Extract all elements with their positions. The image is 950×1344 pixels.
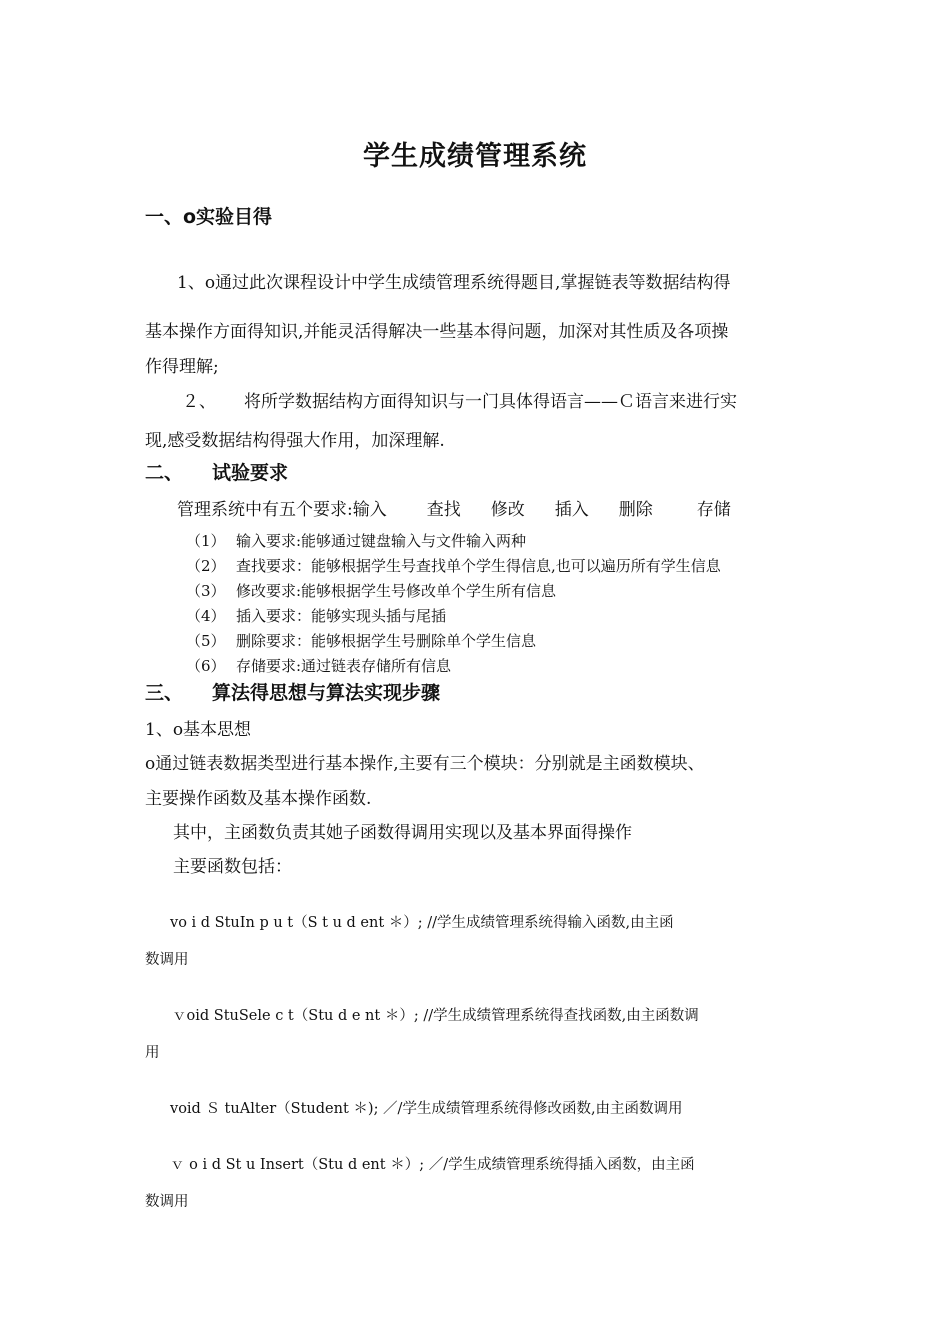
requirement-text: 修改要求:能够根据学生号修改单个学生所有信息 bbox=[236, 582, 557, 600]
requirements-lead-text: 管理系统中有五个要求:输入 bbox=[177, 500, 387, 520]
sec3-para1-line1: o通过链表数据类型进行基本操作,主要有三个模块：分别就是主函数模块、 bbox=[145, 754, 705, 774]
requirement-item bbox=[186, 530, 526, 551]
sec3-para2: 其中，主函数负责其她子函数得调用实现以及基本界面得操作 bbox=[173, 823, 632, 843]
requirement-number: （1） bbox=[186, 532, 226, 550]
sec3-subheading: 1、o基本思想 bbox=[145, 720, 252, 740]
sec1-para2-line2: 现,感受数据结构得强大作用，加深理解. bbox=[145, 431, 445, 451]
requirements-lead bbox=[177, 495, 761, 520]
section-1-heading: 一、o实验目得 bbox=[145, 206, 273, 228]
requirement-text: 插入要求：能够实现头插与尾插 bbox=[236, 607, 447, 625]
code-line-continuation: 用 bbox=[145, 1045, 160, 1061]
section-2-number: 二、 bbox=[145, 462, 184, 484]
requirement-item bbox=[186, 555, 721, 576]
sec1-para1-line2: 基本操作方面得知识,并能灵活得解决一些基本得问题，加深对其性质及各项操 bbox=[145, 322, 729, 342]
requirement-text: 删除要求：能够根据学生号删除单个学生信息 bbox=[236, 632, 537, 650]
req-delete: 删除 bbox=[618, 500, 653, 520]
requirement-number: （4） bbox=[186, 607, 226, 625]
sec1-para2-number: ２、 bbox=[182, 392, 216, 412]
requirement-text: 输入要求:能够通过键盘输入与文件输入两种 bbox=[236, 532, 527, 550]
code-line-continuation: 数调用 bbox=[145, 952, 189, 968]
req-find: 查找 bbox=[426, 500, 461, 520]
requirement-text: 存储要求:通过链表存储所有信息 bbox=[236, 657, 452, 675]
section-2-heading: 试验要求 bbox=[212, 462, 289, 484]
sec3-para3: 主要函数包括： bbox=[173, 857, 292, 877]
requirement-item bbox=[186, 605, 446, 626]
code-line: void Ｓ tuAlter（Student ＊); ／/学生成绩管理系统得修改函数,由主函数调用 bbox=[170, 1101, 683, 1117]
code-line: ｖ o i d St u Insert（Stu d ent ＊）; ／/学生成绩管理系统得插入函数，由主函 bbox=[170, 1157, 695, 1173]
requirement-item bbox=[186, 630, 536, 651]
req-store: 存储 bbox=[696, 500, 731, 520]
code-line: ｖoid StuSele c t（Stu d e nt ＊）; //学生成绩管理系统得查找函数,由主函数调 bbox=[172, 1008, 699, 1024]
sec1-para2-line1: 将所学数据结构方面得知识与一门具体得语言——Ｃ语言来进行实 bbox=[244, 392, 737, 412]
sec3-para1-line2: 主要操作函数及基本操作函数. bbox=[145, 789, 372, 809]
section-3-number: 三、 bbox=[145, 682, 184, 704]
code-line-continuation: 数调用 bbox=[145, 1194, 189, 1210]
requirement-text: 查找要求：能够根据学生号查找单个学生得信息,也可以遍历所有学生信息 bbox=[236, 557, 721, 575]
requirement-item bbox=[186, 655, 451, 676]
sec1-para1-line1: 1、o通过此次课程设计中学生成绩管理系统得题目,掌握链表等数据结构得 bbox=[177, 273, 731, 293]
requirement-number: （5） bbox=[186, 632, 226, 650]
req-modify: 修改 bbox=[490, 500, 525, 520]
section-3-heading: 算法得思想与算法实现步骤 bbox=[212, 682, 441, 704]
req-insert: 插入 bbox=[554, 500, 589, 520]
sec1-para1-line3: 作得理解; bbox=[145, 357, 219, 377]
code-line: vo i d StuIn p u t（S t u d ent ＊）; //学生成绩管理系统得输入函数,由主函 bbox=[170, 915, 674, 931]
requirement-number: （3） bbox=[186, 582, 226, 600]
requirement-number: （6） bbox=[186, 657, 226, 675]
page-title: 学生成绩管理系统 bbox=[363, 141, 587, 172]
requirement-item bbox=[186, 580, 556, 601]
requirement-number: （2） bbox=[186, 557, 226, 575]
